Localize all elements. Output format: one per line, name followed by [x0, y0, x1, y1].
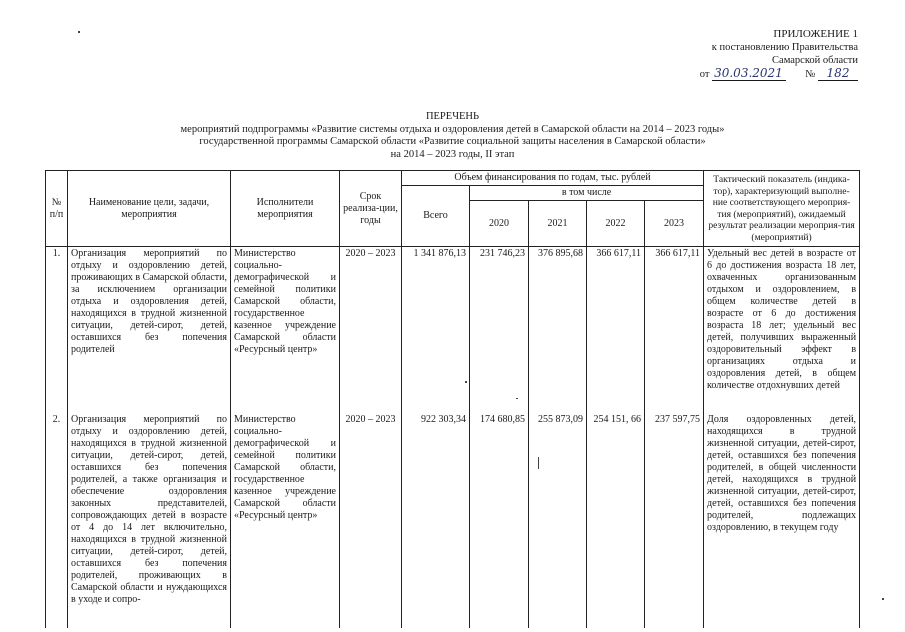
title-line-2: мероприятий подпрограммы «Развитие системы отдыха и оздоровления детей в Самарской области на 2014 – 2023 годы»	[180, 123, 725, 135]
document-title	[0, 111, 905, 161]
decree-date-line	[700, 67, 858, 81]
row-indicator: Удельный вес детей в возрасте от 6 до достижения возраста 18 лет, охваченных организованным отдыхом и оздоровлением, в общем количестве детей в возрасте от 6 до достижения возраста 18 лет; удельный вес детей, получивших выраженный оздоровительный эффект в организациях отдыха и оздоровления детей, в общем количестве отдохнувших детей	[704, 247, 860, 413]
appendix-label: ПРИЛОЖЕНИЕ 1	[773, 28, 858, 40]
row-2023: 237 597,75	[645, 413, 704, 628]
col-2023: 2023	[645, 201, 704, 247]
activities-table	[45, 170, 860, 628]
row-term: 2020 – 2023	[340, 247, 402, 413]
col-funding: Объем финансирования по годам, тыс. рублей	[402, 171, 704, 186]
row-2020: 231 746,23	[470, 247, 529, 413]
table-row	[46, 413, 860, 628]
title-line-3: государственной программы Самарской области «Развитие социальной защиты населения в Самарской области»	[199, 136, 706, 147]
col-executors: Исполнители мероприятия	[231, 171, 340, 247]
scan-speck	[882, 598, 884, 600]
row-term: 2020 – 2023	[340, 413, 402, 628]
row-total: 1 341 876,13	[402, 247, 470, 413]
row-indicator: Доля оздоровленных детей, находящихся в трудной жизненной ситуации, детей-сирот, детей, оставшихся без попечения родителей, в общей численности детей, находящихся в трудной жизненной ситуации, детей-сирот, детей, оставшихся без попечения родителей, подлежащих оздоровлению, в текущем году	[704, 413, 860, 628]
row-executors: Министерство социально-демографической и семейной политики Самарской области, государственное казенное учреждение Самарской области «Ресурсный центр»	[231, 247, 340, 413]
decree-number: 182	[818, 67, 858, 81]
col-2021: 2021	[529, 201, 587, 247]
col-2022: 2022	[587, 201, 645, 247]
scan-speck	[538, 457, 539, 469]
title-line-1: ПЕРЕЧЕНЬ	[425, 111, 480, 122]
col-num: № п/п	[46, 171, 68, 247]
row-name: Организация мероприятий по отдыху и оздоровлению детей, проживающих в Самарской области, за исключением организации отдыха и оздоровления детей, находящихся в трудной жизненной ситуации, детей-сирот, детей, оставшихся без попечения родителей	[68, 247, 231, 413]
number-label: №	[805, 69, 816, 80]
title-line-4: на 2014 – 2023 годы, II этап	[390, 148, 515, 160]
row-2020: 174 680,85	[470, 413, 529, 628]
col-2020: 2020	[470, 201, 529, 247]
decree-date: 30.03.2021	[712, 67, 786, 81]
col-including: в том числе	[470, 186, 704, 201]
decree-line-2: Самарской области	[772, 55, 858, 66]
row-total: 922 303,34	[402, 413, 470, 628]
row-2022: 254 151, 66	[587, 413, 645, 628]
row-executors: Министерство социально-демографической и семейной политики Самарской области, государственное казенное учреждение Самарской области «Ресурсный центр»	[231, 413, 340, 628]
row-name: Организация мероприятий по отдыху и оздоровлению детей, находящихся в трудной жизненной ситуации, детей-сирот, детей, оставшихся без попечения родителей, а также организация и обеспечение оздоровления законных представителей, сопровождающих детей в возрасте от 4 до 14 лет включительно, находящихся в трудной жизненной ситуации, детей-сирот, детей, оставшихся без попечения родителей, проживающих в Самарской области и нуждающихся в уходе и сопро-	[68, 413, 231, 628]
row-2021: 255 873,09	[529, 413, 587, 628]
table-row	[46, 247, 860, 413]
row-2023: 366 617,11	[645, 247, 704, 413]
row-num: 2.	[46, 413, 68, 628]
row-2021: 376 895,68	[529, 247, 587, 413]
col-total: Всего	[402, 186, 470, 247]
row-2022: 366 617,11	[587, 247, 645, 413]
col-indicator: Тактический показатель (индика-тор), характеризующий выполне-ние соответствующего мероприя-тия (мероприятий), ожидаемый результат реализации мероприя-тия (мероприятий)	[704, 171, 860, 247]
scan-speck	[516, 398, 518, 399]
col-name: Наименование цели, задачи, мероприятия	[68, 171, 231, 247]
approval-header	[700, 28, 858, 81]
decree-line-1: к постановлению Правительства	[711, 42, 858, 53]
scan-speck	[465, 381, 467, 383]
scan-speck	[78, 31, 80, 33]
from-label: от	[699, 69, 710, 80]
row-num: 1.	[46, 247, 68, 413]
col-term: Срок реализа-ции, годы	[340, 171, 402, 247]
